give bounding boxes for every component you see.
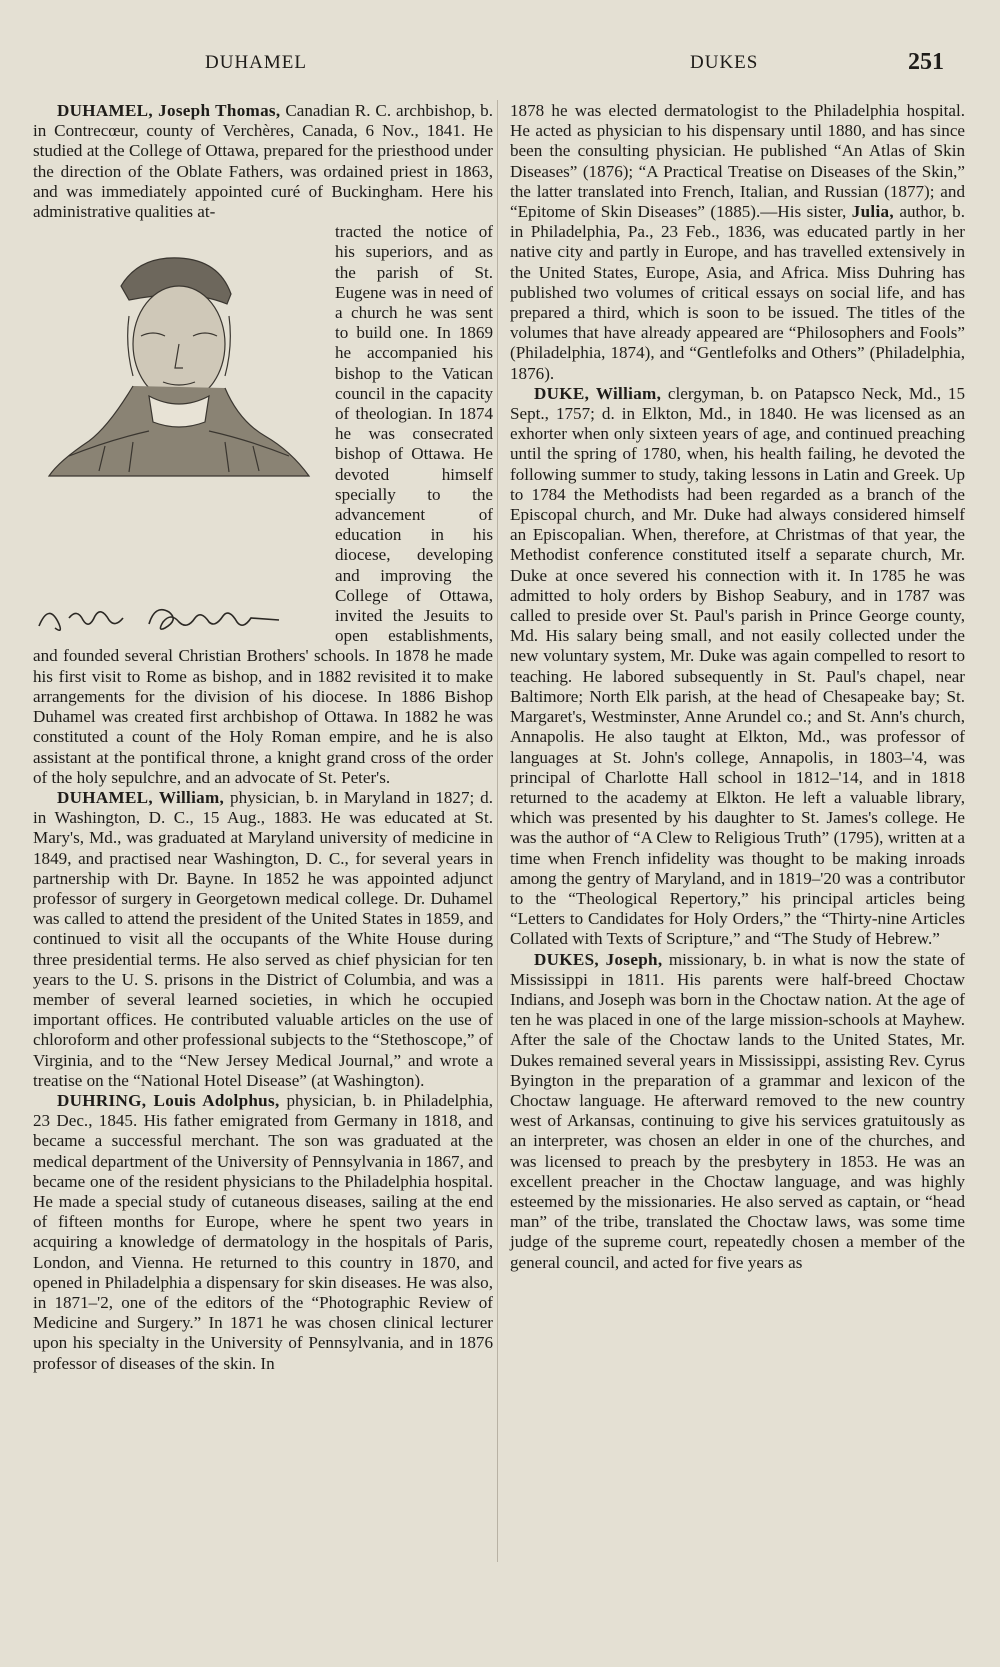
entry-text: Canadian R. C. archbishop, b. in Contrecœur, county of Verchères, Canada, 6 Nov., 1841. He studied at the College of Ottawa, prepared for the priesthood under the direction of the Oblate Fathers, was ordained priest in 1863, and was immediately appointed curé of Buckingham. Here his administrative qualities at-: [33, 101, 493, 222]
signature: [29, 598, 329, 638]
headword-duhamel-joseph: DUHAMEL, Joseph Thomas,: [57, 101, 281, 120]
running-head-right: DUKES: [690, 52, 759, 73]
headword-duhring-louis: DUHRING, Louis Adolphus,: [57, 1090, 280, 1110]
entry-duke-william: [510, 384, 965, 950]
entry-duhring-louis: [33, 1091, 493, 1374]
entry-dukes-joseph: [510, 950, 965, 1273]
column-divider: [497, 100, 498, 1562]
entry-text: author, b. in Philadelphia, Pa., 23 Feb., 1836, was educated partly in her native city and partly in Europe, and has travelled extensively in the United States, Europe, Asia, and Africa. Miss Duhring has published two volumes of critical essays on social life, and has prepared a third, which is soon to be issued. The titles of the volumes that have already appeared are “Philosophers and Fools” (Philadelphia, 1874), and “Gentlefolks and Others” (Philadelphia, 1876).: [510, 202, 965, 383]
headword-duhring-julia: Julia,: [851, 202, 894, 222]
running-head-left: DUHAMEL: [205, 52, 307, 73]
headword-dukes-joseph: DUKES, Joseph,: [534, 949, 663, 969]
entry-text: physician, b. in Maryland in 1827; d. in Washington, D. C., 15 Aug., 1883. He was educated at St. Mary's, Md., was graduated at Maryland university of medicine in 1849, and practised near Washington, D. C., for several years in partnership with Dr. Bayne. In 1852 he was appointed adjunct professor of surgery in Georgetown medical college. Dr. Duhamel was called to attend the president of the United States in 1859, and continued to visit all the occupants of the White House during three presidential terms. He also served as chief physician for ten years to the U. S. prisons in the District of Columbia, and was a member of several learned societies, in which he occupied important offices. He contributed valuable articles on the use of chloroform and other professional subjects to the “Stethoscope,” of Virginia, and to the “New Jersey Medical Journal,” and wrote a treatise on the “National Hotel Disease” (at Washington).: [33, 787, 494, 1090]
signature-handwriting: [29, 598, 289, 638]
entry-duhamel-william: [33, 788, 493, 1091]
entry-duhring-continuation: [510, 101, 965, 384]
entry-text: missionary, b. in what is now the state of Mississippi in 1811. His parents were half-breed Choctaw Indians, and Joseph was born in the Choctaw nation. At the age of ten he was placed in one of the large mission-schools at Mayhew. After the sale of the Choctaw lands to the United States, Mr. Dukes remained several years in Mississippi, assisting Rev. Cyrus Byington in the preparation of a grammar and lexicon of the Choctaw language. He afterward removed to the new country west of Arkansas, continuing to give his services gratuitously as an interpreter, was chosen an elder in one of the churches, and was licensed to preach by the presbytery in 1853. He was an excellent preacher in the Choctaw language, and was highly esteemed by the missionaries. He also served as captain, or “head man” of the tribe, translated the Choctaw laws, was some time judge of the supreme court, repeatedly chosen a member of the general council, and acted for five years as: [510, 949, 965, 1272]
right-column: [510, 101, 965, 1273]
entry-duhamel-joseph-intro: [33, 101, 493, 222]
left-column: [33, 101, 493, 1374]
headword-duhamel-william: DUHAMEL, William,: [57, 787, 225, 807]
portrait-engraving: [29, 226, 329, 644]
entry-duhamel-joseph-body: tracted the notice of his superiors, and as the parish of St. Eugene was in need of a church he was sent to build one. In 1869 he accompanied his bishop to the Vatican council in the capacity of theologian. In 1874 he was consecrated bishop of Ottawa. He devoted himself specially to the advancement of education in his diocese, developing and improving the College of Ottawa, invited the Jesuits to open establishments, and founded several Christian Brothers' schools. In 1878 he made his first visit to Rome as bishop, and in 1882 revisited it to make arrangements for the division of his diocese. In 1886 Bishop Duhamel was created first archbishop of Ottawa. In 1882 he was constituted a count of the Holy Roman empire, and he is also assistant at the pontifical throne, a knight grand cross of the order of the holy sepulchre, and an advocate of St. Peter's.: [33, 222, 493, 787]
entry-text: physician, b. in Philadelphia, 23 Dec., 1845. His father emigrated from Germany in 1818, and became a successful merchant. The son was graduated at the medical department of the University of Pennsylvania in 1867, and became one of the resident physicians to the Philadelphia hospital. He made a special study of cutaneous diseases, sailing at the end of fifteen months for Europe, where he spent two years in acquiring a knowledge of dermatology in the hospitals of Paris, London, and Vienna. He returned to this country in 1870, and opened in Philadelphia a dispensary for skin diseases. He was also, in 1871–'2, one of the editors of the “Photographic Review of Medicine and Surgery.” In 1871 he was chosen clinical lecturer upon his specialty in the University of Pennsylvania, and in 1876 professor of diseases of the skin. In: [33, 1090, 493, 1373]
headword-duke-william: DUKE, William,: [534, 383, 662, 403]
entry-text: clergyman, b. on Patapsco Neck, Md., 15 Sept., 1757; d. in Elkton, Md., in 1840. He was licensed as an exhorter when only sixteen years of age, and continued preaching until the spring of 1780, when, his health failing, he devoted the following summer to study, taking lessons in Latin and Greek. Up to 1784 the Methodists had been regarded as a branch of the Episcopal church, and Mr. Duke had always considered himself an Episcopalian. When, therefore, at Christmas of that year, the Methodist conference constituted itself a separate church, Mr. Duke at once severed his connection with it. In 1785 he was admitted to holy orders by Bishop Seabury, and in 1787 was called to preside over St. Paul's parish in Prince George county, Md. His salary being small, and not easily collected under the new voluntary system, Mr. Duke was again compelled to resort to teaching. He labored subsequently in St. Paul's chapel, near Baltimore; North Elk parish, at the head of Chesapeake bay; St. Margaret's, Westminster, Anne Arundel co.; and St. Ann's church, Annapolis. He also taught at Elkton, Md., was professor of languages at St. John's college, Annapolis, in 1803–'4, was principal of Charlotte Hall school in 1812–'14, and in 1818 returned to the academy at Elkton. He left a valuable library, which was presented by his daughter to St. James's college. He was the author of “A Clew to Religious Truth” (1795), written at a time when French infidelity was thought to be making inroads among the gentry of Maryland, and in 1819–'20 was a contributor to the “Theological Repertory,” his principal articles being “Letters to Candidates for Holy Orders,” the “Thirty-nine Articles Collated with Texts of Scripture,” and “The Study of Hebrew.”: [510, 383, 965, 949]
running-head: [0, 49, 1000, 82]
page-number: 251: [908, 49, 944, 75]
portrait-illustration: [29, 226, 329, 596]
entry-text: 1878 he was elected dermatologist to the Philadelphia hospital. He acted as physician to his dispensary until 1880, and has since been the consulting physician. He published “An Atlas of Skin Diseases” (1876); “A Practical Treatise on Diseases of the Skin,” the latter translated into French, Italian, and Russian (1877); and “Epitome of Skin Diseases” (1885).—His sister,: [510, 101, 965, 222]
